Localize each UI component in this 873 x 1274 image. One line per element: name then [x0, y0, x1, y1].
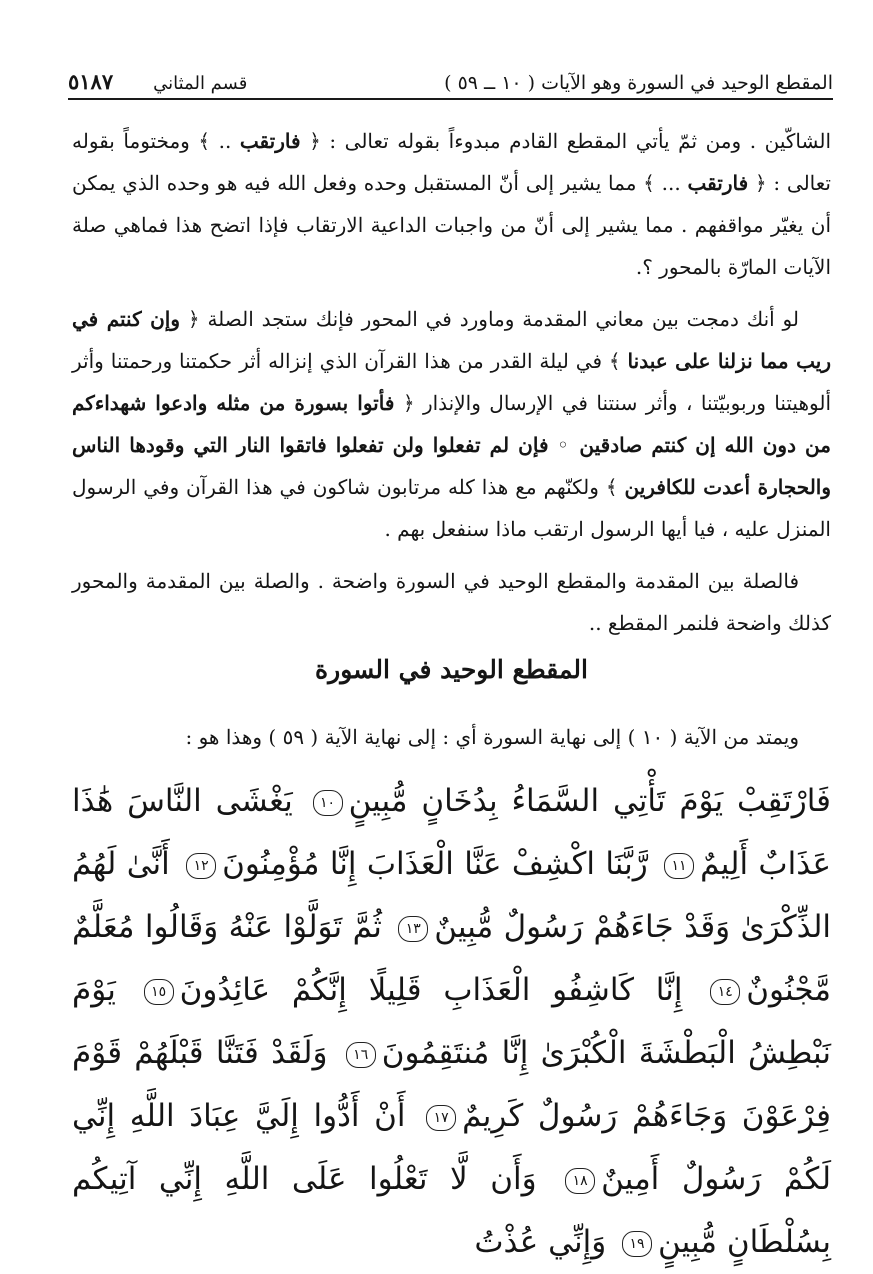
verse-number-marker: ١٤ [710, 979, 740, 1005]
paragraph-2 [72, 298, 831, 550]
verse-text: وَإِنِّي عُذْتُ [474, 1224, 607, 1260]
verse-number-marker: ١٥ [144, 979, 174, 1005]
verse-text: رَّبَّنَا اكْشِفْ عَنَّا الْعَذَابَ إِنَّا مُؤْمِنُونَ [222, 846, 648, 882]
quoted-verse-text: فارتقب [239, 129, 301, 153]
commentary-text: ﴾ في ليلة القدر من هذا القرآن الذي إنزاله أثر حكمتنا ورحمتنا وأثر ألوهيتنا وربوبيّتنا ، وأثر سنتنا في الإرسال والإنذار ﴿ [72, 349, 832, 415]
verse-text: فَارْتَقِبْ يَوْمَ تَأْتِي السَّمَاءُ بِدُخَانٍ مُّبِينٍ [348, 783, 831, 819]
verse-text: يَوْمَ نَبْطِشُ الْبَطْشَةَ الْكُبْرَىٰ إِنَّا مُنتَقِمُونَ [72, 972, 831, 1071]
verse-number-marker: ١٣ [398, 916, 428, 942]
section-name: قسم المثاني [153, 73, 248, 94]
verse-text: أَنْ أَدُّوا إِلَيَّ عِبَادَ اللَّهِ إِنِّي لَكُمْ رَسُولٌ أَمِينٌ [72, 1098, 832, 1197]
verse-number-marker: ١٦ [346, 1042, 376, 1068]
verse-number-marker: ١٢ [186, 853, 216, 879]
quoted-verse-text: وإن كنتم في ريب مما نزلنا على عبدنا [72, 307, 831, 373]
section-heading: المقطع الوحيد في السورة [315, 655, 588, 684]
page-number: ٥١٨٧ [68, 69, 114, 94]
commentary-text: .. ﴾ ومختوماً بقوله تعالى : ﴿ [72, 129, 831, 195]
running-title: المقطع الوحيد في السورة وهو الآيات ( ١٠ ــ ٥٩ ) [444, 72, 833, 94]
verse-number-marker: ١٩ [622, 1231, 652, 1257]
commentary-body [72, 120, 831, 654]
quoted-verse-text: فارتقب [687, 171, 749, 195]
quran-verses [72, 770, 831, 1274]
verse-text: ثُمَّ تَوَلَّوْا عَنْهُ وَقَالُوا مُعَلَّمٌ مَّجْنُونٌ [72, 909, 831, 1008]
paragraph-3 [72, 560, 831, 644]
verse-number-marker: ١٧ [426, 1105, 456, 1131]
commentary-text: الشاكّين . ومن ثمّ يأتي المقطع القادم مبدوءاً بقوله تعالى : ﴿ [300, 129, 831, 153]
commentary-text: ﴾ ولكنّهم مع هذا كله مرتابون شاكون في هذا القرآن وفي الرسول المنزل عليه ، فيا أيها الرسول ارتقب ماذا سنفعل بهم . [72, 475, 831, 541]
commentary-text: فالصلة بين المقدمة والمقطع الوحيد في السورة واضحة . والصلة بين المقدمة والمحور كذلك واضحة فلنمر المقطع .. [72, 569, 831, 635]
verse-text: وَأَن لَّا تَعْلُوا عَلَى اللَّهِ إِنِّي آتِيكُم بِسُلْطَانٍ مُّبِينٍ [72, 1161, 831, 1260]
verse-text: يَغْشَى النَّاسَ هَٰذَا عَذَابٌ أَلِيمٌ [72, 783, 832, 882]
section-intro: ويمتد من الآية ( ١٠ ) إلى نهاية السورة أي : إلى نهاية الآية ( ٥٩ ) وهذا هو : [185, 725, 799, 749]
commentary-text: ... ﴾ مما يشير إلى أنّ المستقبل وحده وفعل الله فيه هو وحده الذي يمكن أن يغيّر مواقفهم . مما يشير إلى أنّ من واجبات الداعية الارتقاب فإذا اتضح هذا فماهي صلة الآيات المارّة بالمحور ؟. [72, 171, 831, 279]
commentary-text: لو أنك دمجت بين معاني المقدمة وماورد في المحور فإنك ستجد الصلة ﴿ [179, 307, 799, 331]
verse-number-marker: ١١ [664, 853, 694, 879]
page-header [68, 54, 833, 100]
commentary-text: ◦ [548, 433, 580, 457]
quoted-verse-text: فإن لم تفعلوا ولن تفعلوا فاتقوا النار التي وقودها الناس والحجارة أعدت للكافرين [72, 433, 832, 499]
verse-text: أَنَّىٰ لَهُمُ الذِّكْرَىٰ وَقَدْ جَاءَهُمْ رَسُولٌ مُّبِينٌ [72, 846, 832, 945]
verse-number-marker: ١٠ [313, 790, 343, 816]
verse-number-marker: ١٨ [565, 1168, 595, 1194]
header-meta [68, 69, 247, 94]
paragraph-1 [72, 120, 831, 288]
verse-text: وَلَقَدْ فَتَنَّا قَبْلَهُمْ قَوْمَ فِرْعَوْنَ وَجَاءَهُمْ رَسُولٌ كَرِيمٌ [72, 1035, 831, 1134]
verse-text: إِنَّا كَاشِفُو الْعَذَابِ قَلِيلًا إِنَّكُمْ عَائِدُونَ [179, 972, 683, 1008]
quoted-verse-text: فأتوا بسورة من مثله وادعوا شهداءكم من دون الله إن كنتم صادقين [72, 391, 831, 457]
